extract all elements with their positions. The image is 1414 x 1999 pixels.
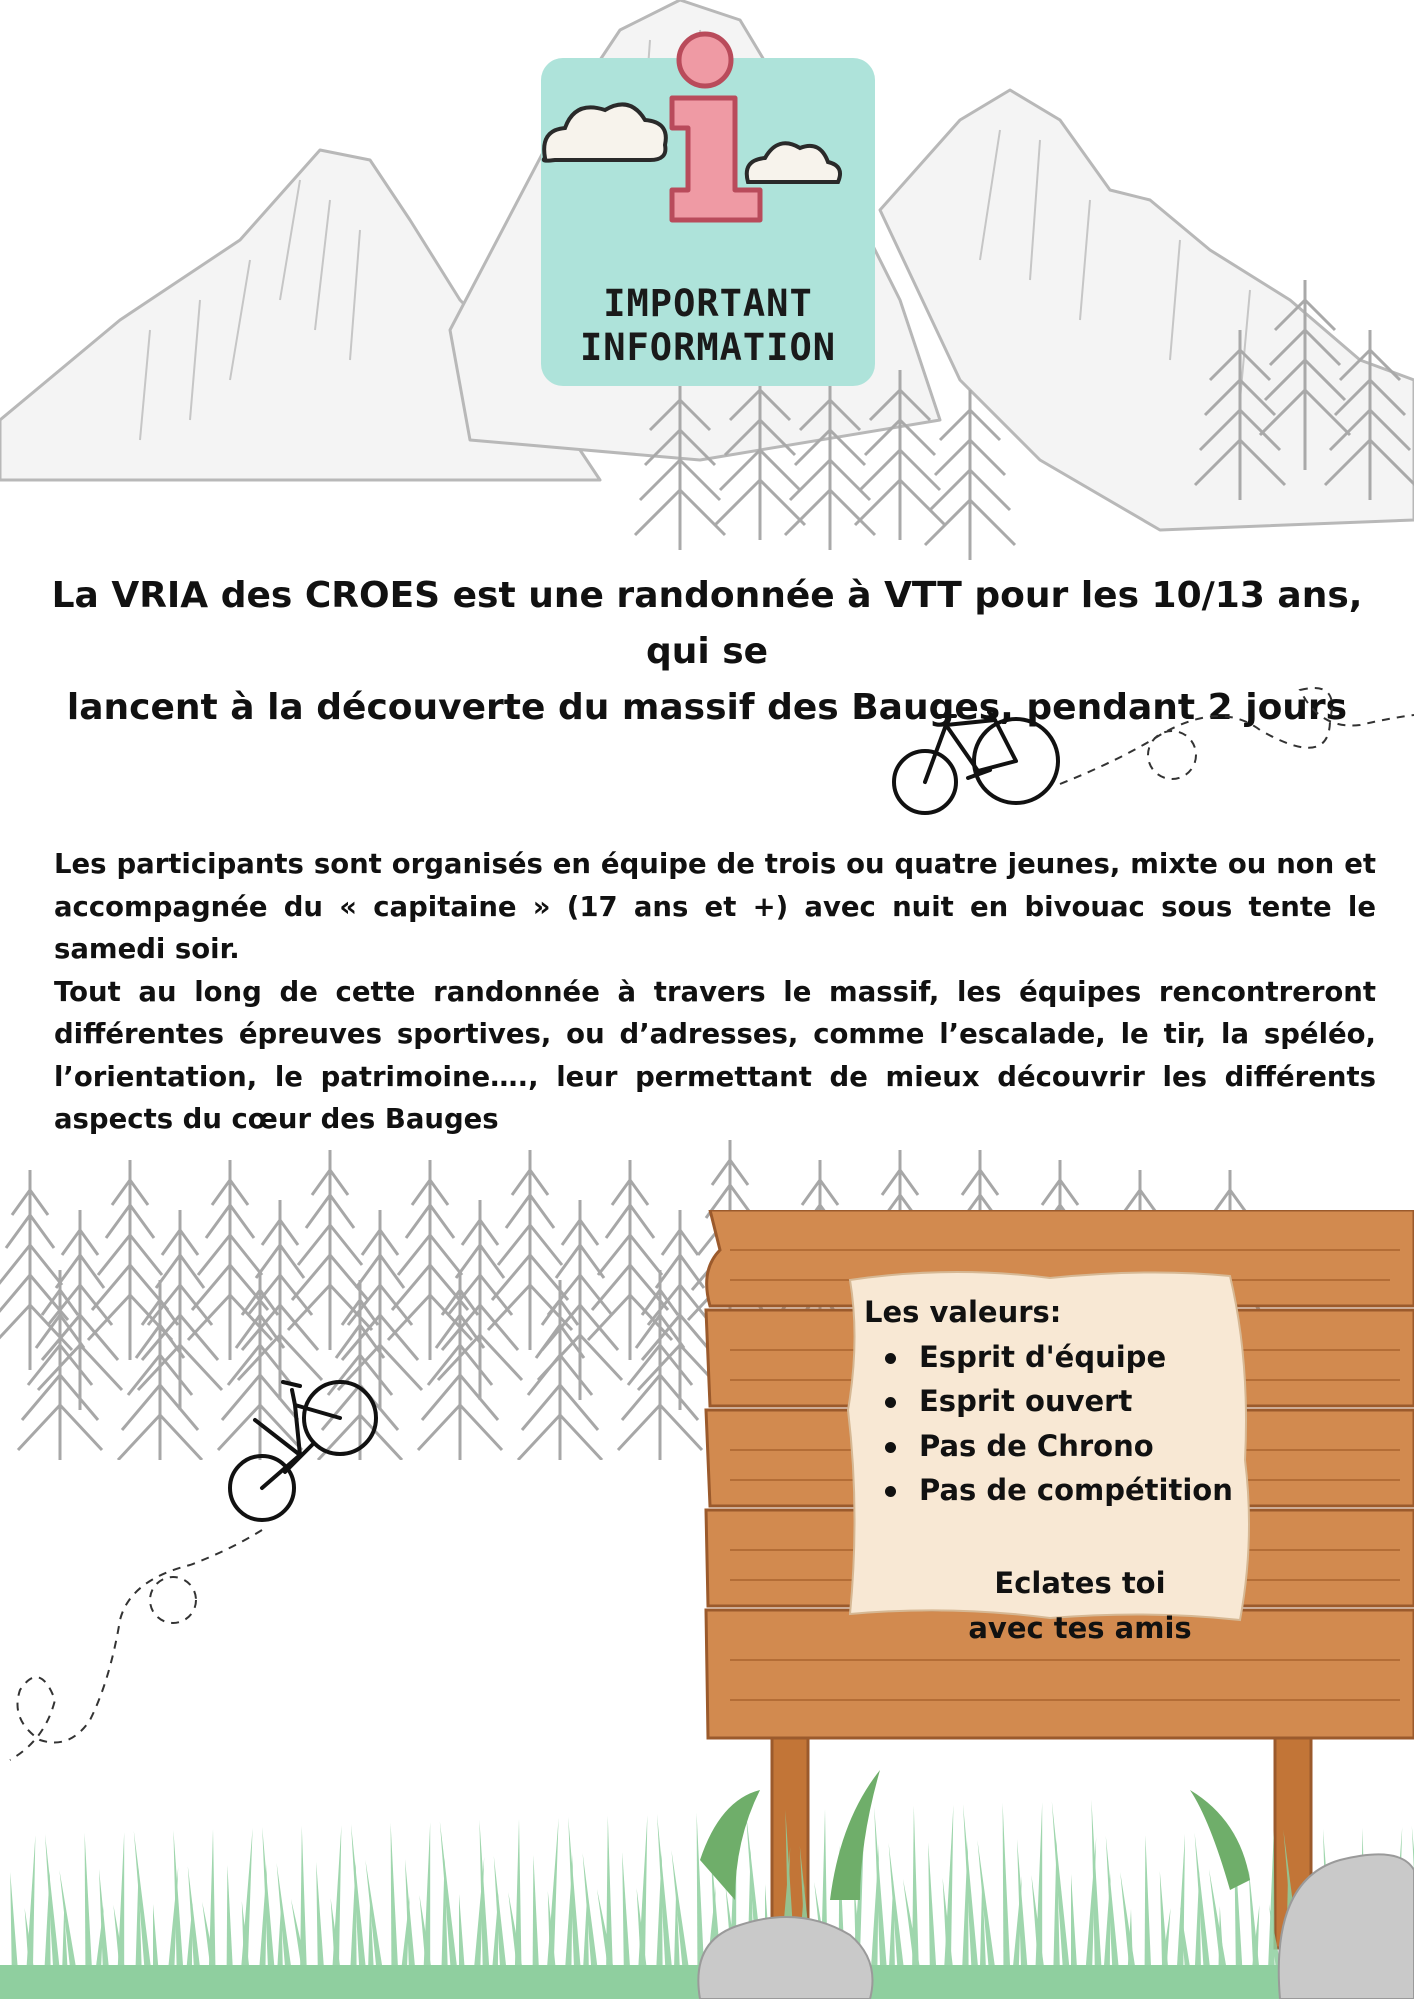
value-item: Esprit d'équipe: [919, 1335, 1244, 1380]
slogan-line2: avec tes amis: [968, 1611, 1192, 1645]
body-paragraph: Tout au long de cette randonnée à travers le massif, les équipes rencontreront différentes épreuves sportives, ou d’adresses, comme l’escalade, le tir, la spéléo, l’orientation, le patrimoine…., leur permettant de mieux découvrir les différents aspects du cœur des Bauges: [54, 975, 1376, 1135]
slogan-line1: Eclates toi: [994, 1566, 1166, 1600]
value-item: Pas de Chrono: [919, 1424, 1244, 1469]
headline-line1: La VRIA des CROES est une randonnée à VTT pour les 10/13 ans, qui se: [51, 575, 1363, 672]
info-title-line2: INFORMATION: [579, 326, 837, 369]
headline-line2: lancent à la découverte du massif des Bauges, pendant 2 jours: [66, 687, 1348, 728]
value-item: Esprit ouvert: [919, 1379, 1244, 1424]
value-item: Pas de compétition: [919, 1468, 1244, 1513]
info-title-line1: IMPORTANT: [603, 282, 813, 325]
rock: [698, 1917, 872, 1999]
body-paragraph: Les participants sont organisés en équipe de trois ou quatre jeunes, mixte ou non et accompagnée du « capitaine » (17 ans et +) avec nuit en bivouac sous tente le samedi soir.: [54, 848, 1376, 965]
values-heading: Les valeurs:: [864, 1295, 1062, 1329]
rock: [1279, 1854, 1414, 1999]
